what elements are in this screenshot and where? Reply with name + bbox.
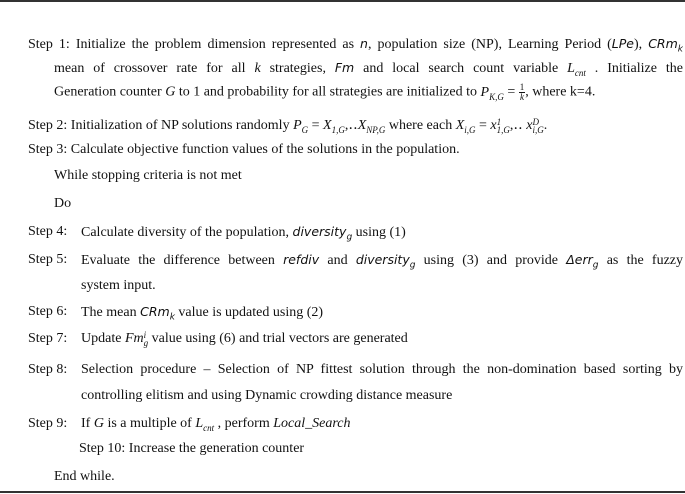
subscript: NP,G — [366, 124, 386, 135]
math-base: CRm — [648, 36, 678, 51]
math-base: X — [323, 118, 332, 133]
subscript: K,G — [489, 91, 504, 102]
step-label: Step 8: — [28, 362, 68, 377]
text-segment: = — [475, 118, 491, 133]
top-rule — [0, 0, 685, 2]
subscript: g — [409, 260, 416, 271]
superscript: D — [532, 116, 539, 127]
math-symbol — [140, 304, 175, 323]
step-line — [79, 440, 304, 458]
math-base: L — [195, 416, 204, 431]
step-label: Step 9: — [28, 416, 68, 431]
text-segment: While stopping criteria is not met — [54, 168, 242, 183]
superscript: 1 — [496, 116, 502, 127]
text-segment: , perform — [214, 416, 274, 431]
step-line — [81, 251, 683, 271]
subscript: g — [143, 337, 149, 348]
math-base: x — [490, 118, 497, 133]
text-segment: Do — [54, 196, 72, 211]
text-segment: using (1) — [352, 225, 406, 240]
sup-sub — [497, 118, 510, 134]
text-segment: strategies, — [260, 61, 335, 76]
math-symbol — [526, 118, 543, 133]
text-segment: Calculate objective function values of the solutions in the population. — [70, 142, 460, 157]
text-segment: controlling elitism and using Dynamic crowding distance measure — [81, 388, 453, 403]
math-base: X — [357, 118, 367, 133]
math-symbol — [360, 36, 368, 51]
math-base: X — [455, 118, 465, 133]
superscript: i — [143, 329, 147, 340]
text-segment: system input. — [81, 278, 156, 293]
step-label: Step 3: — [28, 142, 68, 157]
math-base: Fm — [124, 331, 144, 346]
math-symbol — [292, 224, 353, 243]
math-symbol — [566, 252, 599, 271]
text-segment: If — [81, 416, 94, 431]
subscript: i,G — [464, 124, 476, 135]
math-base: k — [254, 61, 261, 76]
text-segment: . Initialize the — [585, 61, 683, 76]
text-segment: using (3) and provide — [415, 253, 567, 268]
math-base: LPe — [611, 36, 634, 51]
step-line — [81, 361, 683, 381]
text-segment: Generation counter — [54, 84, 166, 100]
subscript: 1,G — [331, 124, 345, 135]
step-line — [81, 223, 406, 242]
text-segment: = — [308, 118, 324, 133]
text-segment: End while. — [54, 469, 115, 484]
numerator: 1 — [519, 82, 525, 92]
step-line — [54, 468, 115, 486]
subscript: G — [301, 124, 309, 135]
text-segment: value using (6) and trial vectors are generated — [148, 331, 408, 346]
math-base: G — [165, 84, 176, 100]
math-symbol — [481, 85, 504, 100]
math-base: diversity — [355, 252, 410, 267]
text-segment: Evaluate the difference between — [81, 253, 284, 268]
step-line — [54, 83, 595, 102]
math-base: refdiv — [283, 252, 320, 267]
math-symbol — [323, 118, 345, 133]
subscript: g — [592, 260, 599, 271]
step-line — [81, 277, 156, 295]
math-symbol — [94, 416, 104, 431]
step-line — [54, 59, 683, 79]
text-segment: to 1 and probability for all strategies are initialized to — [175, 84, 481, 100]
subscript: cnt — [574, 67, 586, 78]
step-line — [81, 415, 350, 433]
math-symbol — [648, 36, 683, 55]
math-symbol — [355, 252, 416, 271]
text-segment: value is updated using (2) — [174, 305, 324, 320]
step-label: Step 4: — [28, 224, 68, 239]
step-label: Step 10: — [79, 441, 126, 456]
math-base: x — [526, 118, 533, 133]
text-segment: Selection procedure – Selection of NP fittest solution through the non-domination based sorting by — [81, 362, 683, 377]
math-symbol — [195, 416, 214, 431]
text-segment: The mean — [81, 305, 141, 320]
text-segment: and — [319, 253, 356, 268]
step-line — [81, 387, 452, 405]
math-symbol — [490, 118, 509, 133]
subscript: cnt — [203, 422, 215, 433]
math-symbol — [283, 252, 319, 267]
text-segment: Update — [81, 331, 125, 346]
text-segment: ,‥ — [509, 118, 527, 133]
step-label: Step 6: — [28, 304, 68, 319]
bottom-rule — [0, 491, 685, 493]
math-symbol — [273, 416, 350, 431]
step-line — [54, 167, 242, 185]
text-segment: as the fuzzy — [598, 253, 683, 268]
text-segment: , where k=4. — [525, 84, 596, 100]
math-base: Local_Search — [273, 416, 351, 431]
sup-sub — [532, 118, 543, 134]
text-segment: is a multiple of — [103, 416, 196, 431]
math-symbol — [456, 118, 476, 133]
subscript: i,G — [532, 124, 544, 135]
math-base: n — [360, 36, 368, 51]
step-label: Step 1: — [28, 37, 70, 52]
step-line — [81, 303, 323, 322]
math-symbol — [165, 85, 175, 100]
math-symbol — [358, 118, 386, 133]
text-segment: ), — [633, 37, 649, 52]
math-base: L — [567, 61, 575, 76]
math-symbol — [612, 36, 634, 51]
math-symbol — [293, 118, 308, 133]
denominator: k — [519, 92, 524, 102]
math-base: Δerr — [566, 252, 593, 267]
math-symbol — [125, 331, 148, 346]
text-segment: Increase the generation counter — [128, 441, 305, 456]
step-line — [28, 117, 547, 135]
text-segment: . — [543, 118, 548, 133]
subscript: k — [169, 312, 175, 323]
math-base: G — [93, 416, 104, 431]
subscript: 1,G — [496, 124, 510, 135]
step-line — [28, 35, 683, 55]
text-segment: Initialization of NP solutions randomly — [70, 118, 294, 133]
text-segment: Calculate diversity of the population, — [81, 225, 293, 240]
step-line — [28, 141, 460, 159]
math-base: diversity — [292, 224, 347, 239]
step-label: Step 7: — [28, 331, 68, 346]
math-symbol — [335, 60, 354, 75]
subscript: g — [346, 232, 353, 243]
math-base: P — [293, 118, 302, 133]
math-base: CRm — [140, 304, 170, 319]
step-line — [81, 330, 408, 348]
text-segment: = — [503, 84, 519, 100]
step-line — [54, 195, 71, 213]
text-segment: and local search count variable — [354, 61, 568, 76]
math-base: P — [480, 84, 490, 100]
math-base: Fm — [334, 60, 355, 75]
step-label: Step 5: — [28, 252, 68, 267]
subscript: k — [677, 44, 683, 55]
math-symbol — [567, 61, 586, 76]
text-segment: Initialize the problem dimension represented as — [75, 37, 361, 52]
text-segment: where each — [385, 118, 456, 133]
text-segment: ,‥ — [344, 118, 358, 133]
text-segment: , population size (NP), Learning Period ( — [367, 37, 612, 52]
text-segment: mean of crossover rate for all — [54, 61, 255, 76]
step-label: Step 2: — [28, 118, 68, 133]
